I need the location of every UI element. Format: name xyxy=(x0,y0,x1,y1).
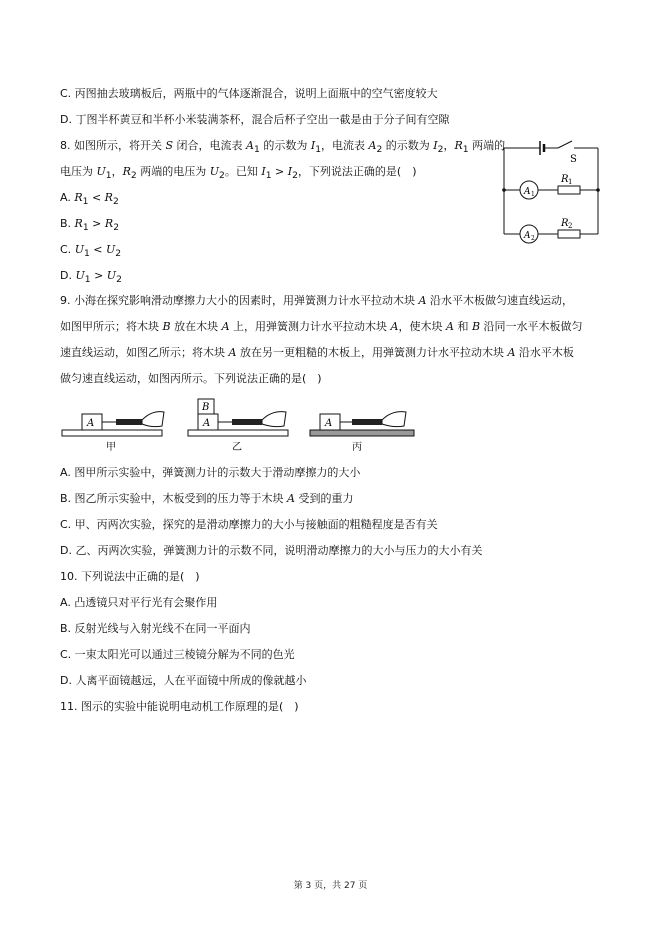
q8-stem-line-1: 8. 如图所示，将开关 S 闭合，电流表 $A_1$ 的示数为 $I_1$，电流表 $A_2$ 的示数为 $I_2$，$R_1$ 两端的 xyxy=(60,139,506,156)
svg-text:1: 1 xyxy=(531,191,535,198)
q10-option-b: B. 反射光线与入射光线不在同一平面内 xyxy=(60,622,251,635)
ammeter-2-label: A xyxy=(524,231,531,241)
q8-option-c: C. $U_1 < U_2$ xyxy=(60,243,122,260)
q8-stem-line-2: 电压为 $U_1$，$R_2$ 两端的电压为 $U_2$。已知 $I_1 > I_2$，下列说法正确的是( ) xyxy=(60,165,417,182)
q9-stem-line-2: 如图甲所示；将木块 B 放在木块 A 上，用弹簧测力计水平拉动木块 A，使木块 A 和 B 沿同一水平木板做匀 xyxy=(60,320,583,333)
figure-jia xyxy=(62,412,164,453)
circuit-diagram xyxy=(498,136,604,246)
q7-option-d: D. 丁图半杯黄豆和半杯小米装满茶杯，混合后杯子空出一截是由于分子间有空隙 xyxy=(60,113,450,126)
q7-option-c: C. 丙图抽去玻璃板后，两瓶中的气体逐渐混合，说明上面瓶中的空气密度较大 xyxy=(60,87,438,100)
figure-yi xyxy=(188,399,288,453)
q9-stem-line-3: 速直线运动，如图乙所示；将木块 A 放在另一更粗糙的木板上，用弹簧测力计水平拉动木块 A 沿水平木板 xyxy=(60,346,574,359)
q9-option-c: C. 甲、丙两次实验，探究的是滑动摩擦力的大小与接触面的粗糙程度是否有关 xyxy=(60,518,438,531)
q9-option-b: B. 图乙所示实验中，木板受到的压力等于木块 A 受到的重力 xyxy=(60,492,354,505)
q9-option-a: A. 图甲所示实验中，弹簧测力计的示数大于滑动摩擦力的大小 xyxy=(60,466,361,479)
svg-text:1: 1 xyxy=(568,178,573,186)
figure-yi-caption: 乙 xyxy=(232,442,242,453)
figure-bing xyxy=(310,412,414,453)
svg-text:B: B xyxy=(202,402,210,413)
svg-text:2: 2 xyxy=(531,235,535,242)
figure-jia-caption: 甲 xyxy=(106,442,116,453)
q9-option-d: D. 乙、丙两次实验，弹簧测力计的示数不同，说明滑动摩擦力的大小与压力的大小有关 xyxy=(60,544,483,557)
q11-stem: 11. 图示的实验中能说明电动机工作原理的是( ) xyxy=(60,700,299,713)
switch-label: S xyxy=(570,154,577,165)
q9-stem-line-1: 9. 小海在探究影响滑动摩擦力大小的因素时，用弹簧测力计水平拉动木块 A 沿水平木板做匀速直线运动， xyxy=(60,294,573,307)
q8-option-b: B. $R_1 > R_2$ xyxy=(60,217,120,234)
q10-option-a: A. 凸透镜只对平行光有会聚作用 xyxy=(60,596,218,609)
resistor-1-label: R xyxy=(561,174,569,185)
q10-option-d: D. 人离平面镜越远，人在平面镜中所成的像就越小 xyxy=(60,674,307,687)
svg-text:2: 2 xyxy=(568,222,573,230)
friction-experiment-figures xyxy=(60,396,420,454)
q8-option-a: A. $R_1 < R_2$ xyxy=(60,191,119,208)
svg-text:A: A xyxy=(325,418,333,429)
resistor-2-label: R xyxy=(561,218,569,229)
svg-text:A: A xyxy=(87,418,95,429)
svg-text:A: A xyxy=(203,418,211,429)
ammeter-1-label: A xyxy=(524,187,531,197)
figure-bing-caption: 丙 xyxy=(352,442,362,453)
page-footer: 第 3 页，共 27 页 xyxy=(293,881,368,891)
q10-stem: 10. 下列说法中正确的是( ) xyxy=(60,570,200,583)
q10-option-c: C. 一束太阳光可以通过三棱镜分解为不同的色光 xyxy=(60,648,295,661)
q8-option-d: D. $U_1 > U_2$ xyxy=(60,269,122,286)
q9-stem-line-4: 做匀速直线运动，如图丙所示。下列说法正确的是( ) xyxy=(60,372,322,385)
